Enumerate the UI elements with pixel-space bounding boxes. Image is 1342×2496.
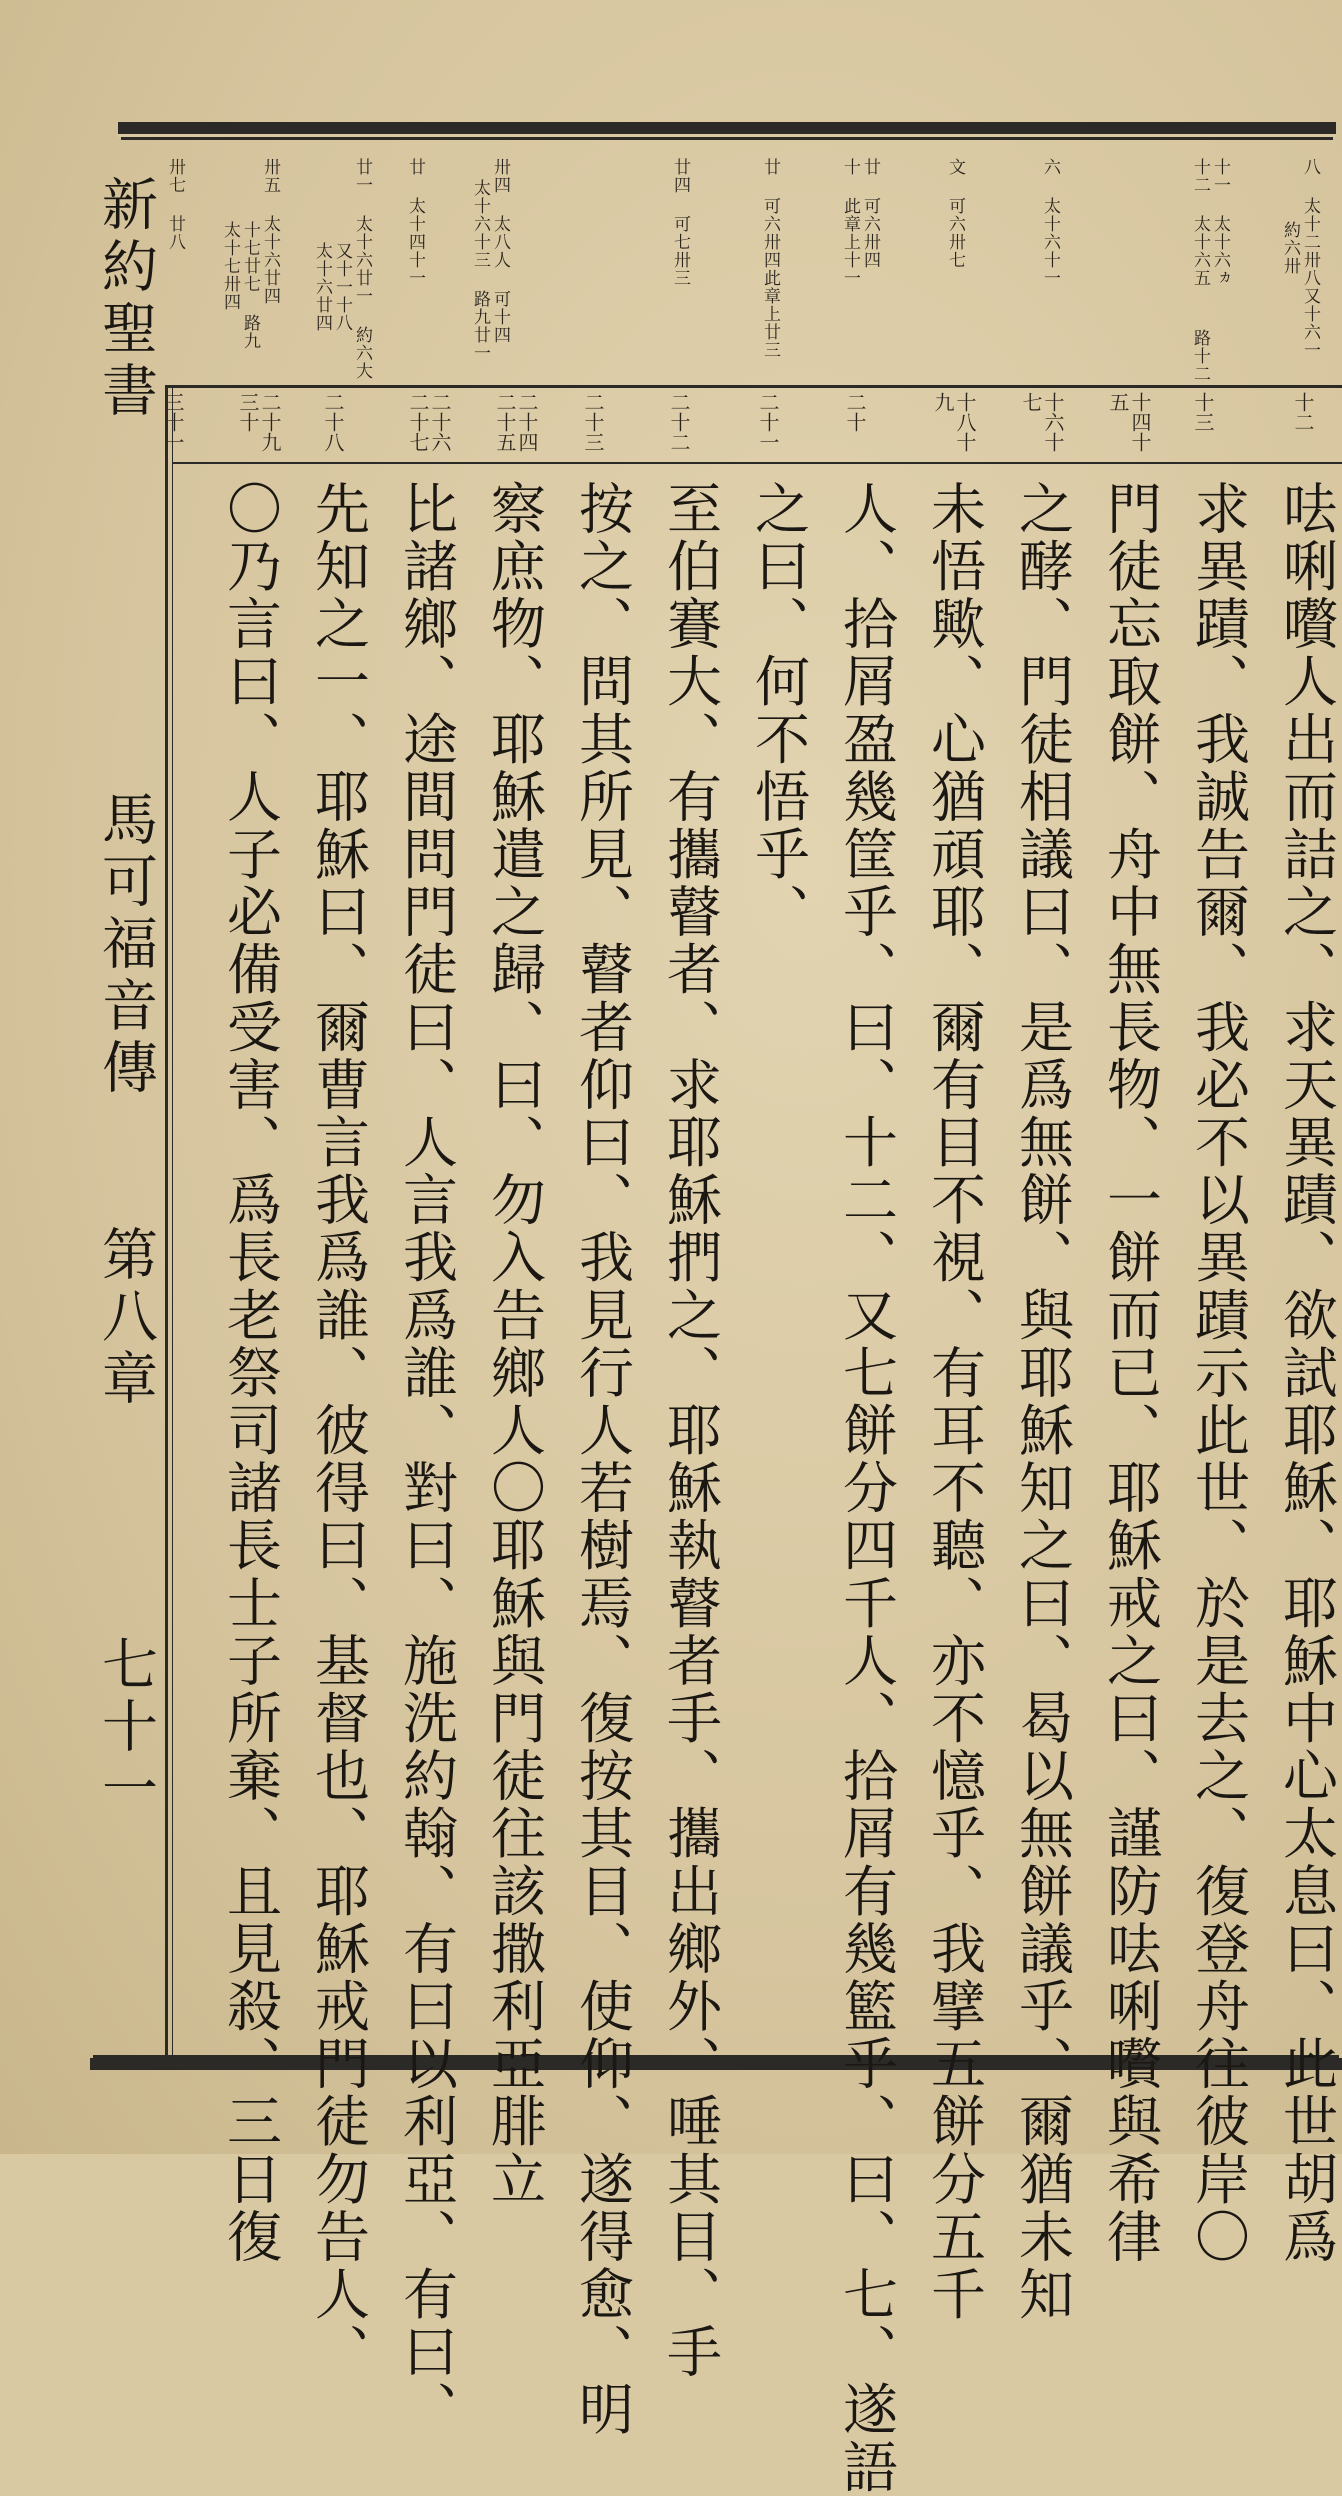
chapter-title: 第八章 bbox=[93, 1225, 158, 1411]
cross-reference: 卅四 太八人 可十四 太十六十三 路九廿一 bbox=[470, 158, 510, 362]
cross-reference: 八 太十二卅八又十六一 約六卅 bbox=[1280, 158, 1320, 359]
text-column: 比諸鄉、途間問門徒曰、人言我爲誰、對曰、施洗約翰、有曰以利亞、有曰、 bbox=[394, 480, 458, 2439]
cross-reference: 卅七 廿八 bbox=[165, 158, 185, 251]
text-column: 之酵、門徒相議曰、是爲無餅、與耶穌知之曰、曷以無餅議乎、爾猶未知 bbox=[1010, 480, 1074, 2324]
text-column: 求異蹟、我誠告爾、我必不以異蹟示此世、於是去之、復登舟往彼岸〇 bbox=[1186, 480, 1250, 2266]
verse-number-divider bbox=[172, 462, 1342, 464]
text-column: 先知之一、耶穌曰、爾曹言我爲誰、彼得曰、基督也、耶穌戒門徒勿告人、 bbox=[306, 480, 370, 2381]
verse-number: 二十三 bbox=[581, 392, 605, 452]
verse-number: 二十一 bbox=[756, 392, 780, 452]
text-column: 察庶物、耶穌遣之歸、曰、勿入告鄉人〇耶穌與門徒往該撒利亞腓立 bbox=[482, 480, 546, 2208]
cross-references bbox=[165, 158, 1342, 388]
cross-reference: 廿四 可七卅三 bbox=[670, 158, 690, 287]
cross-reference: 廿 可六卅四此章上廿三 bbox=[760, 158, 780, 359]
cross-reference: 卅五 太十六廿四 十七廿七 路九 太十七卅四 bbox=[220, 158, 280, 350]
text-column: 門徒忘取餅、舟中無長物、一餅而已、耶穌戒之曰、謹防呿唎嚽與希律 bbox=[1098, 480, 1162, 2266]
text-column: 之曰、何不悟乎、 bbox=[746, 480, 810, 941]
cross-reference: 六 太十六十一 bbox=[1040, 158, 1060, 287]
text-column: 呿唎嚽人出而詰之、求天異蹟、欲試耶穌、耶穌中心太息曰、此世胡爲 bbox=[1274, 480, 1338, 2266]
verse-number-band bbox=[161, 392, 1342, 460]
verse-number: 三十一 bbox=[161, 392, 185, 452]
verse-number: 二十四二十五 bbox=[493, 392, 539, 452]
frame-line bbox=[172, 388, 173, 2068]
frame-line bbox=[165, 388, 168, 2068]
scripture-text bbox=[178, 480, 1342, 2496]
top-rule bbox=[118, 122, 1336, 137]
page-number: 七十一 bbox=[93, 1635, 158, 1821]
verse-number: 二十 bbox=[843, 392, 867, 432]
text-column: 人、拾屑盈幾筐乎、曰、十二、又七餅分四千人、拾屑有幾籃乎、曰、七、遂語 bbox=[834, 480, 898, 2496]
verse-number: 十三 bbox=[1191, 392, 1215, 432]
text-column: 〇乃言曰、人子必備受害、爲長老祭司諸長士子所棄、且見殺、三日復 bbox=[218, 480, 282, 2266]
cross-reference: 文 可六卅七 bbox=[945, 158, 965, 269]
text-column: 按之、問其所見、瞽者仰曰、我見行人若樹焉、復按其目、使仰、遂得愈、明 bbox=[570, 480, 634, 2439]
text-column: 未悟歟、心猶頑耶、爾有目不視、有耳不聽、亦不憶乎、我擘五餅分五千 bbox=[922, 480, 986, 2324]
verse-number: 二十九三十 bbox=[236, 392, 282, 452]
verse-number: 二十二 bbox=[667, 392, 691, 452]
verse-number: 十四十五 bbox=[1106, 392, 1152, 452]
cross-reference: 廿一 太十六廿一 約六大 又十一十八 太十六廿四 bbox=[312, 158, 372, 380]
cross-reference: 廿 太十四十一 bbox=[405, 158, 425, 287]
verse-number: 二十八 bbox=[321, 392, 345, 452]
verse-number: 十六十七 bbox=[1019, 392, 1065, 452]
book-title: 新約聖書 bbox=[93, 175, 158, 423]
verse-number: 十二 bbox=[1291, 392, 1315, 432]
gospel-title: 馬可福音傳 bbox=[93, 790, 158, 1100]
cross-reference: 廿 可六卅四 十 此章上十一 bbox=[840, 158, 880, 287]
verse-number: 十八十九 bbox=[931, 392, 977, 452]
verse-number: 二十六二十七 bbox=[406, 392, 452, 452]
cross-reference: 十一 太十六ヵ 十二 太十六五 路十二 bbox=[1190, 158, 1230, 383]
text-column: 至伯賽大、有攜瞽者、求耶穌捫之、耶穌執瞽者手、攜出鄉外、唾其目、手 bbox=[658, 480, 722, 2381]
